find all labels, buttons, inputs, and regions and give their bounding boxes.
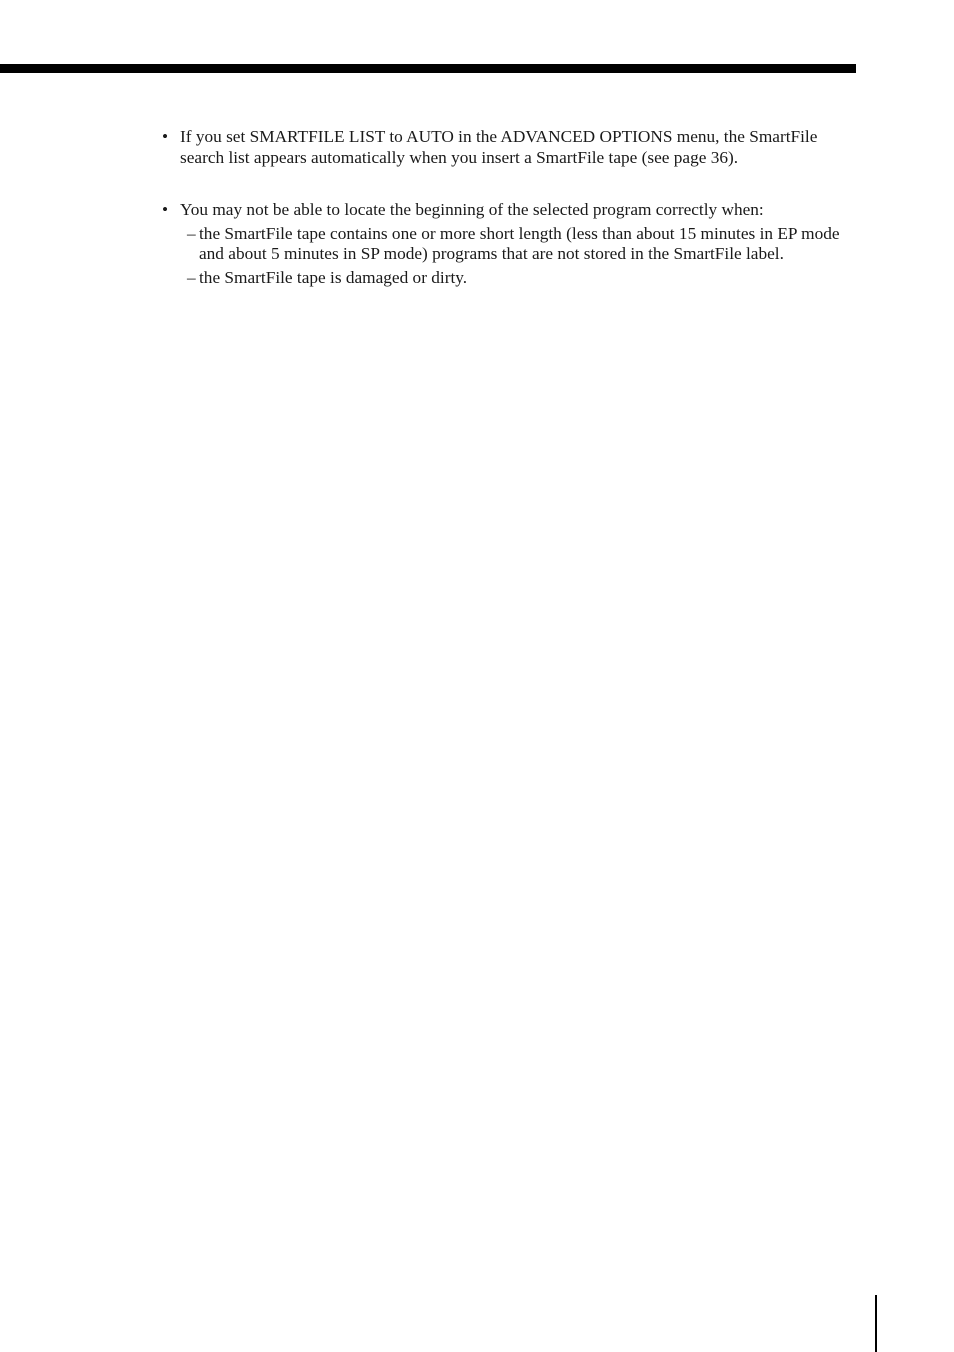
page-edge-rule — [875, 1295, 877, 1352]
header-rule — [0, 64, 856, 73]
condition-short-programs — [187, 224, 862, 265]
note-smartfile-list-auto — [162, 127, 862, 168]
bullet-marker: • — [162, 200, 169, 219]
dash-marker: – — [187, 267, 196, 287]
dash-marker: – — [187, 223, 196, 243]
note-text: You may not be able to locate the beginning of the selected program correctly when: — [180, 200, 764, 219]
condition-damaged-tape — [187, 268, 862, 289]
note-locate-beginning — [162, 200, 862, 288]
condition-text: the SmartFile tape is damaged or dirty. — [199, 267, 468, 287]
condition-list — [180, 224, 862, 289]
condition-text: the SmartFile tape contains one or more short length (less than about 15 minutes in EP mode and about 5 minutes in SP mode) programs that are not stored in the SmartFile label. — [199, 223, 840, 263]
note-text: If you set SMARTFILE LIST to AUTO in the ADVANCED OPTIONS menu, the SmartFile search list appears automatically when you insert a SmartFile tape (see page 36). — [180, 127, 818, 167]
bullet-marker: • — [162, 127, 169, 146]
notes-section — [162, 127, 862, 288]
